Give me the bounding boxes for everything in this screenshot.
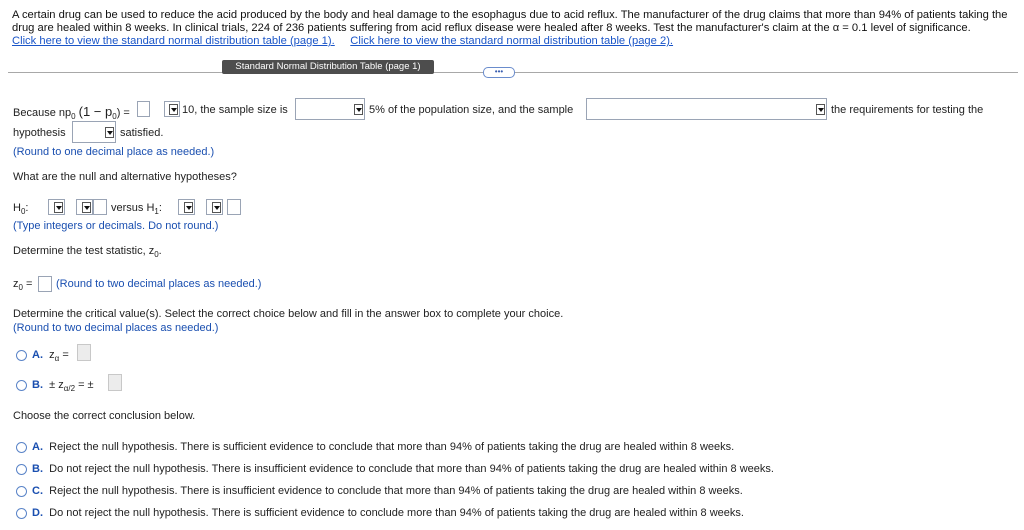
- conclusion-option-c[interactable]: C. Reject the null hypothesis. There is insufficient evidence to conclude that more than 94% of patients taking the drug are healed within 8 weeks.: [32, 485, 743, 497]
- q1-because-text: Because $np_0$ $(1 - p_0)$ =: [13, 104, 130, 122]
- h1-label: versus $H_1$:: [111, 202, 162, 217]
- q1-pct-text: 5% of the population size, and the sample: [369, 104, 574, 116]
- conclusion-option-a[interactable]: A. Reject the null hypothesis. There is sufficient evidence to conclude that more than 94% of patients taking the drug are healed within 8 weeks.: [32, 441, 735, 453]
- conclusion-d-radio[interactable]: [16, 508, 27, 519]
- conclusion-option-b[interactable]: B. Do not reject the null hypothesis. There is insufficient evidence to conclude that more than 94% of patients taking the drug are healed within 8 weeks.: [32, 463, 774, 475]
- z-alpha-input[interactable]: [77, 344, 91, 361]
- chevron-down-icon: [54, 202, 63, 213]
- chevron-down-icon: [184, 202, 193, 213]
- conclusion-c-radio[interactable]: [16, 486, 27, 497]
- q3-question: Determine the test statistic, $z_0$.: [13, 245, 162, 260]
- critical-option-b-radio[interactable]: [16, 380, 27, 391]
- standard-normal-table-button[interactable]: Standard Normal Distribution Table (page 1): [222, 60, 434, 74]
- npq-input[interactable]: [137, 101, 150, 117]
- q3-round-hint: (Round to two decimal places as needed.): [56, 278, 262, 290]
- h1-value-input[interactable]: [227, 199, 241, 215]
- h0-operator-select[interactable]: [76, 199, 93, 215]
- problem-statement: [12, 9, 1016, 48]
- q4-question: Determine the critical value(s). Select the correct choice below and fill in the answer box to complete your choice.: [13, 308, 564, 320]
- h0-value-input[interactable]: [93, 199, 107, 215]
- expand-ellipsis-button[interactable]: •••: [483, 67, 515, 78]
- chevron-down-icon: [354, 104, 363, 115]
- h0-label: $H_0$:: [13, 202, 29, 217]
- z0-label: $z_0$ =: [13, 278, 33, 293]
- satisfied-select[interactable]: [72, 121, 116, 143]
- conclusion-a-radio[interactable]: [16, 442, 27, 453]
- q1-hypothesis-text: hypothesis: [13, 127, 66, 139]
- q1-round-hint: (Round to one decimal place as needed.): [13, 146, 215, 158]
- h0-parameter-select[interactable]: [48, 199, 65, 215]
- q1-req-text: the requirements for testing the: [831, 104, 984, 116]
- chevron-down-icon: [169, 104, 178, 115]
- critical-option-a: A. $z_\alpha$ =: [32, 349, 69, 364]
- h1-parameter-select[interactable]: [178, 199, 195, 215]
- conclusion-option-d[interactable]: D. Do not reject the null hypothesis. There is sufficient evidence to conclude more than 94% of patients taking the drug are healed within 8 weeks.: [32, 507, 744, 519]
- q2-hint: (Type integers or decimals. Do not round.): [13, 220, 219, 232]
- normal-table-link-page2[interactable]: Click here to view the standard normal distribution table (page 2).: [350, 35, 674, 47]
- conclusion-b-radio[interactable]: [16, 464, 27, 475]
- critical-option-a-radio[interactable]: [16, 350, 27, 361]
- chevron-down-icon: [816, 104, 825, 115]
- sample-requirement-select[interactable]: [586, 98, 827, 120]
- chevron-down-icon: [105, 127, 114, 138]
- sample-size-select[interactable]: [295, 98, 365, 120]
- critical-option-b: B. ± $z_{\alpha/2}$ = ±: [32, 379, 94, 394]
- q4-round-hint: (Round to two decimal places as needed.): [13, 322, 219, 334]
- problem-text: A certain drug can be used to reduce the acid produced by the body and heal damage to the esophagus due to acid reflux. The manufacturer of the drug claims that more than 94% of patients taking the drug are healed within 8 weeks. In clinical trials, 224 of 236 patients suffering from acid reflux disease were healed after 8 weeks. Test the manufacturer's claim at the α = 0.1 level of significance.: [12, 9, 1008, 34]
- normal-table-link-page1[interactable]: Click here to view the standard normal distribution table (page 1).: [12, 35, 335, 47]
- npq-comparison-select[interactable]: [164, 101, 180, 117]
- z0-input[interactable]: [38, 276, 52, 292]
- q1-satisfied-text: satisfied.: [120, 127, 164, 139]
- h1-operator-select[interactable]: [206, 199, 223, 215]
- q5-question: Choose the correct conclusion below.: [13, 410, 196, 422]
- z-alpha-half-input[interactable]: [108, 374, 122, 391]
- chevron-down-icon: [82, 202, 91, 213]
- q2-question: What are the null and alternative hypotheses?: [13, 171, 237, 183]
- q1-ten-text: 10, the sample size is: [182, 104, 288, 116]
- chevron-down-icon: [212, 202, 221, 213]
